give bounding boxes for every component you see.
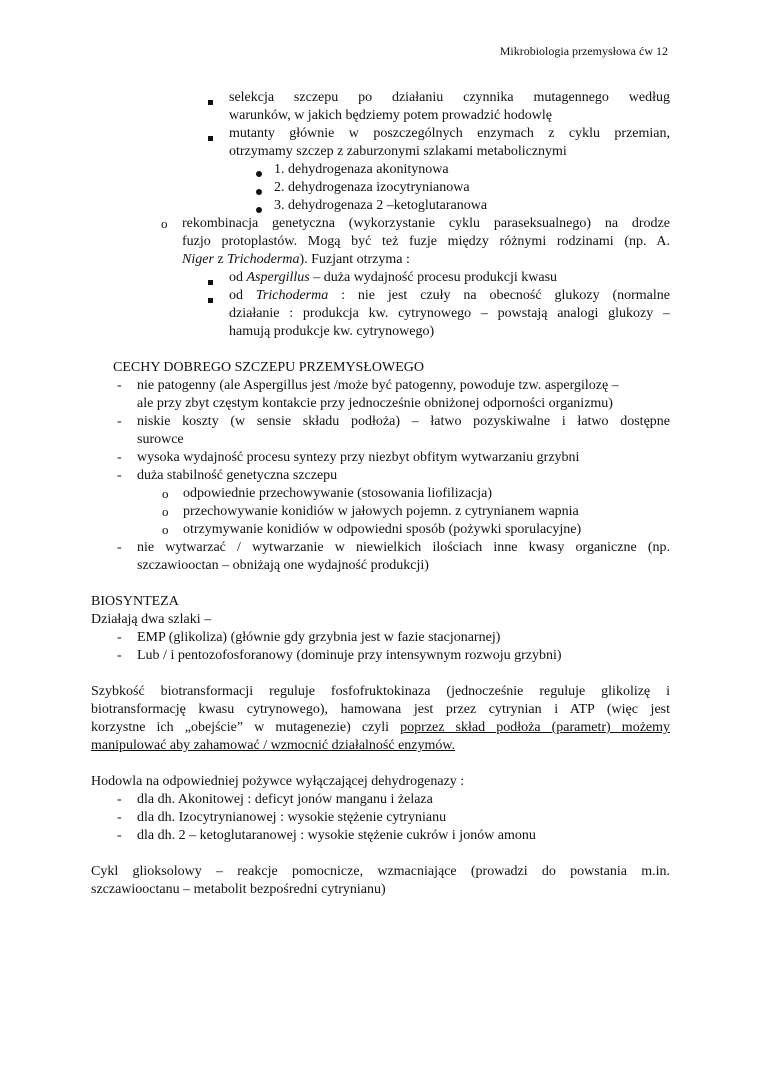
- section-heading: BIOSYNTEZA: [91, 594, 179, 609]
- text-line: Lub / i pentozofosforanowy (dominuje przy intensywnym rozwoju grzybni): [137, 648, 562, 663]
- text-line: wysoka wydajność procesu syntezy przy niezbyt obfitym wytwarzaniu grzybni: [137, 450, 580, 465]
- page-header: Mikrobiologia przemysłowa ćw 12: [499, 44, 668, 58]
- dash-bullet: -: [117, 792, 122, 807]
- square-bullet-icon: [208, 129, 213, 146]
- text-line: manipulować aby zahamować / wzmocnić działalność enzymów.: [91, 738, 456, 753]
- text-line: od Aspergillus – duża wydajność procesu produkcji kwasu: [229, 270, 558, 285]
- text-line: nie patogenny (ale Aspergillus jest /może być patogenny, powoduje tzw. aspergilozę –: [137, 378, 619, 393]
- dash-bullet: -: [117, 648, 122, 663]
- text-line: fuzjo protoplastów. Mogą być też fuzje między różnymi rodzinami (np. A.: [182, 234, 670, 249]
- dash-bullet: -: [117, 828, 122, 843]
- text-line: szczawiooctan – obniżają one wydajność produkcji): [137, 558, 429, 573]
- text-line: ale przy zbyt częstym kontakcie przy jednocześnie obniżonej odporności organizmu): [137, 396, 613, 411]
- text-line: nie wytwarzać / wytwarzanie w niewielkich ilościach inne kwasy organiczne (np.: [137, 540, 670, 555]
- section-heading: CECHY DOBREGO SZCZEPU PRZEMYSŁOWEGO: [113, 360, 424, 375]
- round-bullet-icon: [256, 165, 262, 182]
- text-line: dla dh. Akonitowej : deficyt jonów manganu i żelaza: [137, 792, 433, 807]
- text-line: EMP (glikoliza) (głównie gdy grzybnia jest w fazie stacjonarnej): [137, 630, 501, 645]
- list-item: odpowiednie przechowywanie (stosowania liofilizacja): [183, 486, 493, 501]
- circle-bullet-icon: o: [162, 504, 169, 519]
- list-item: 2. dehydrogenaza izocytrynianowa: [274, 180, 470, 195]
- text-line: Cykl glioksolowy – reakcje pomocnicze, wzmacniające (prowadzi do powstania m.in.: [91, 864, 670, 879]
- text-line: Hodowla na odpowiedniej pożywce wyłączającej dehydrogenazy :: [91, 774, 465, 789]
- text-line: surowce: [137, 432, 184, 447]
- text-line: dla dh. Izocytrynianowej : wysokie stężenie cytrynianu: [137, 810, 447, 825]
- text-line: hamują produkcje kw. cytrynowego): [229, 324, 435, 339]
- circle-bullet-icon: o: [162, 522, 169, 537]
- text-line: mutanty głównie w poszczególnych enzymach z cyklu przemian,: [229, 126, 670, 141]
- list-item: otrzymywanie konidiów w odpowiedni sposób (pożywki sporulacyjne): [183, 522, 582, 537]
- text-line: Działają dwa szlaki –: [91, 612, 212, 627]
- dash-bullet: -: [117, 378, 122, 393]
- dash-bullet: -: [117, 468, 122, 483]
- text-line: Szybkość biotransformacji reguluje fosfofruktokinaza (jednocześnie reguluje glikolizę i: [91, 684, 670, 699]
- text-line: działanie : produkcja kw. cytrynowego – powstają analogi glukozy –: [229, 306, 670, 321]
- text-line: szczawiooctanu – metabolit bezpośredni cytrynianu): [91, 882, 386, 897]
- dash-bullet: -: [117, 540, 122, 555]
- list-item: 3. dehydrogenaza 2 –ketoglutaranowa: [274, 198, 488, 213]
- text-line: niskie koszty (w sensie składu podłoża) – łatwo pozyskiwalne i łatwo dostępne: [137, 414, 670, 429]
- text-line: Niger z Trichoderma). Fuzjant otrzyma :: [182, 252, 410, 267]
- dash-bullet: -: [117, 414, 122, 429]
- square-bullet-icon: [208, 93, 213, 110]
- square-bullet-icon: [208, 273, 213, 290]
- text-line: od Trichoderma : nie jest czuły na obecność glukozy (normalne: [229, 288, 670, 303]
- text-line: otrzymamy szczep z zaburzonymi szlakami metabolicznymi: [229, 144, 567, 159]
- text-line: korzystne ich „obejście” w mutagenezie) czyli poprzez skład podłoża (parametr) możemy: [91, 720, 671, 735]
- list-item: 1. dehydrogenaza akonitynowa: [274, 162, 449, 177]
- dash-bullet: -: [117, 810, 122, 825]
- dash-bullet: -: [117, 450, 122, 465]
- text-line: dla dh. 2 – ketoglutaranowej : wysokie stężenie cukrów i jonów amonu: [137, 828, 536, 843]
- text-line: biotransformację kwasu cytrynowego), hamowana jest przez cytrynian i ATP (więc jest: [91, 702, 670, 717]
- text-line: selekcja szczepu po działaniu czynnika mutagennego według: [229, 90, 670, 105]
- square-bullet-icon: [208, 291, 213, 308]
- list-item: przechowywanie konidiów w jałowych pojemn. z cytrynianem wapnia: [183, 504, 579, 519]
- text-line: rekombinacja genetyczna (wykorzystanie cyklu paraseksualnego) na drodze: [182, 216, 670, 231]
- text-line: warunków, w jakich będziemy potem prowadzić hodowlę: [229, 108, 552, 123]
- circle-bullet-icon: o: [162, 486, 169, 501]
- circle-bullet-icon: o: [161, 216, 168, 231]
- dash-bullet: -: [117, 630, 122, 645]
- text-line: duża stabilność genetyczna szczepu: [137, 468, 338, 483]
- round-bullet-icon: [256, 183, 262, 200]
